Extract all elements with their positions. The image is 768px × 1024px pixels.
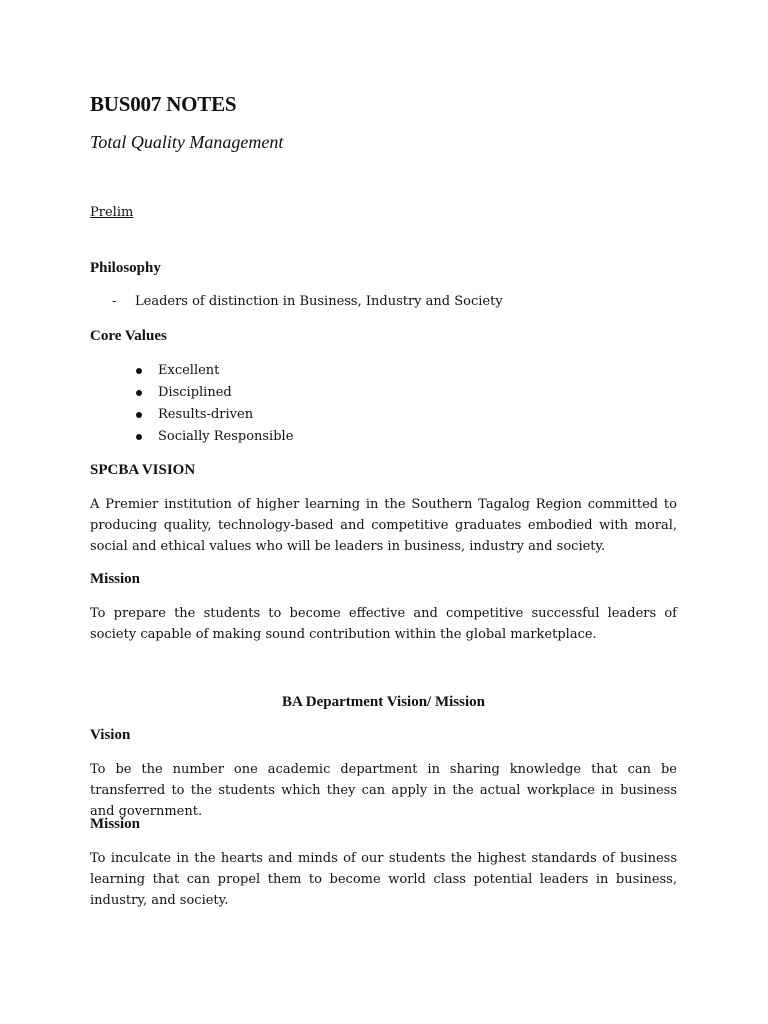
core-value-text: Excellent xyxy=(158,363,220,378)
bullet-icon xyxy=(136,434,142,440)
spcba-vision-heading: SPCBA VISION xyxy=(90,462,196,478)
bullet-icon xyxy=(136,390,142,396)
core-values-heading: Core Values xyxy=(90,328,167,344)
ba-department-heading: BA Department Vision/ Mission xyxy=(282,694,485,710)
core-value-text: Socially Responsible xyxy=(158,429,294,444)
core-value-text: Results-driven xyxy=(158,407,254,422)
ba-mission-heading: Mission xyxy=(90,816,141,832)
philosophy-item-text: Leaders of distinction in Business, Industry and Society xyxy=(135,294,503,309)
list-item xyxy=(90,406,677,428)
list-item xyxy=(90,362,677,384)
ba-vision-text: To be the number one academic department in sharing knowledge that can be transferred to the students which they can apply in the actual workplace in business and government. xyxy=(90,762,677,819)
philosophy-heading: Philosophy xyxy=(90,260,161,276)
spcba-vision-text: A Premier institution of higher learning in the Southern Tagalog Region committed to producing quality, technology-based and competitive graduates embodied with moral, social and ethical values who will be leaders in business, industry and society. xyxy=(90,497,677,554)
bullet-icon xyxy=(136,412,142,418)
core-values-list xyxy=(90,362,677,450)
bullet-icon xyxy=(136,368,142,374)
list-item xyxy=(90,428,677,450)
core-value-text: Disciplined xyxy=(158,385,232,400)
list-item xyxy=(90,384,677,406)
document-title: BUS007 NOTES xyxy=(90,92,237,116)
section-label-prelim: Prelim xyxy=(90,205,134,220)
mission-text: To prepare the students to become effective and competitive successful leaders of society capable of making sound contribution within the global marketplace. xyxy=(90,606,677,642)
ba-vision-heading: Vision xyxy=(90,727,131,743)
document-subtitle: Total Quality Management xyxy=(90,132,284,152)
mission-heading: Mission xyxy=(90,571,141,587)
dash-marker: - xyxy=(112,294,117,309)
ba-mission-text: To inculcate in the hearts and minds of our students the highest standards of business learning that can propel them to become world class potential leaders in business, industry, and society. xyxy=(90,851,677,908)
